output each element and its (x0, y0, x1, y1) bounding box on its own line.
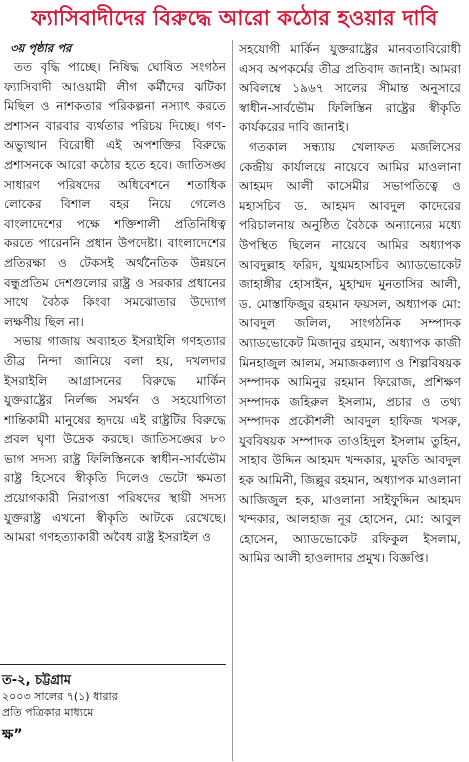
right-column (239, 40, 461, 761)
headline: ফ্যাসিবাদীদের বিরুদ্ধে আরো কঠোর হওয়ার দাবি (0, 0, 469, 38)
paragraph: গতকাল সন্ধ্যায় খেলাফত মজলিসের কেন্দ্রীয় কার্যালয়ে নায়েবে আমির মাওলানা আহমদ আলী কাসেমীর সভাপতিত্বে ও মহাসচিব ড. আহমদ আবদুল কাদেরের পরিচালনায় অনুষ্ঠিত বৈঠকে অন্যান্যের মধ্যে উপস্থিত ছিলেন নায়েবে আমির অধ্যাপক আবদুল্লাহ ফরিদ, যুগ্মমহাসচিব অ্যাডভোকেট জাহাঙ্গীর হোসাইন, মুহাম্মদ মুনতাসির আলী, ড. মোস্তাফিজুর রহমান ফয়সল, অধ্যাপক মো: আবদুল জলিল, সাংগঠনিক সম্পাদক অ্যাডভোকেট মিজানুর রহমান, অধ্যাপক কাজী মিনহাজুল আলম, সমাজকল্যাণ ও শিল্পবিষয়ক সম্পাদক আমিনুর রহমান ফিরোজ, প্রশিক্ষণ সম্পাদক জহিরুল ইসলাম, প্রচার ও তথ্য সম্পাদক প্রকৌশলী আবদুল হাফিজ খসরু, যুববিষয়ক সম্পাদক তাওহিদুল ইসলাম তুহিন, সাহাব উদ্দিন আহমদ খন্দকার, মুফতি আবদুল হক আমিনী, জিল্লুর রহমান, অধ্যাপক মাওলানা আজিজুল হক, মাওলানা সাইফুদ্দিন আহমদ খন্দকার, আলহাজ নূর হোসেন, মো: আবুল হোসেন, অ্যাডভোকেট রফিকুল ইসলাম, আমির আলী হাওলাদার প্রমুখ। বিজ্ঞপ্তি। (239, 139, 461, 566)
paragraph: তত বৃদ্ধি পাচ্ছে। নিষিদ্ধ ঘোষিত সংগঠন ফ্যাসিবাদী আওয়ামী লীগ কর্মীদের ঝটিকা মিছিল ও নাশকতার পরিকল্পনা নস্যাৎ করতে প্রশাসন বারবার ব্যর্থতার পরিচয় দিচ্ছে। গণ-অভ্যুত্থান বিরোধী এই অপশক্তির বিরুদ্ধে প্রশাসনকে আরো কঠোর হতে হবে। জাতিসঙ্ঘ সাধারণ পরিষদের অধিবেশনে শতাধিক লোকের বিশাল বহর নিয়ে গেলেও বাংলাদেশের পক্ষে শক্তিশালী প্রতিনিধিত্ব করতে পারেননি প্রধান উপদেষ্টা। বাংলাদেশের প্রতিরক্ষা ও টেকসই অর্থনৈতিক উন্নয়নে বন্ধুপ্রতিম দেশগুলোর রাষ্ট্র ও সরকার প্রধানের সাথে বৈঠক কিংবা সমঝোতার উদ্যোগ লক্ষণীয় ছিল না। (4, 60, 226, 329)
notice-title: ত-২, চট্টগ্রাম (2, 673, 72, 688)
column-divider (232, 40, 233, 761)
notice-line: ২০০৩ সালের ৭(১) ধারার (2, 690, 118, 703)
left-column (4, 40, 226, 761)
notice-quote: ক্ষ” (2, 727, 23, 743)
paragraph: সহযোগী মার্কিন যুক্তরাষ্ট্রের মানবতাবিরোধী এসব অপকর্মের তীব্র প্রতিবাদ জানাই। আমরা অবিলম্বে ১৯৬৭ সালের সীমান্ত অনুসারে স্বাধীন-সার্বভৌম ফিলিস্তিন রাষ্ট্রের স্বীকৃতি কার্যকরের দাবি জানাই। (239, 42, 461, 135)
continuation-label: ৩য় পৃষ্ঠার পর (10, 41, 72, 55)
notice-line: প্রতি পত্রিকার মাধ্যমে (2, 706, 94, 719)
paragraph: সভায় গাজায় অব্যাহত ইসরাইলি গণহত্যার তীব্র নিন্দা জানিয়ে বলা হয়, দখলদার ইসরাইলি আগ্রাসনের বিরুদ্ধে মার্কিন যুক্তরাষ্ট্রের নির্লজ্জ সমর্থন ও সহযোগিতা শান্তিকামী মানুষের হৃদয়ে এই রাষ্ট্রটির বিরুদ্ধে প্রবল ঘৃণা উদ্রেক করছে। জাতিসঙ্ঘের ৮০ ভাগ সদস্য রাষ্ট্র ফিলিস্তিনকে স্বাধীন-সার্বভৌম রাষ্ট্র হিসেবে স্বীকৃতি দিলেও ভেটো ক্ষমতা প্রয়োগকারী নিরাপত্তা পরিষদের স্থায়ী সদস্য যুক্তরাষ্ট্র এখনো স্বীকৃতি আটকে রেখেছে। আমরা গণহত্যাকারী অবৈধ রাষ্ট্র ইসরাইল ও (4, 334, 226, 545)
adjacent-notice-fragment (0, 664, 226, 762)
